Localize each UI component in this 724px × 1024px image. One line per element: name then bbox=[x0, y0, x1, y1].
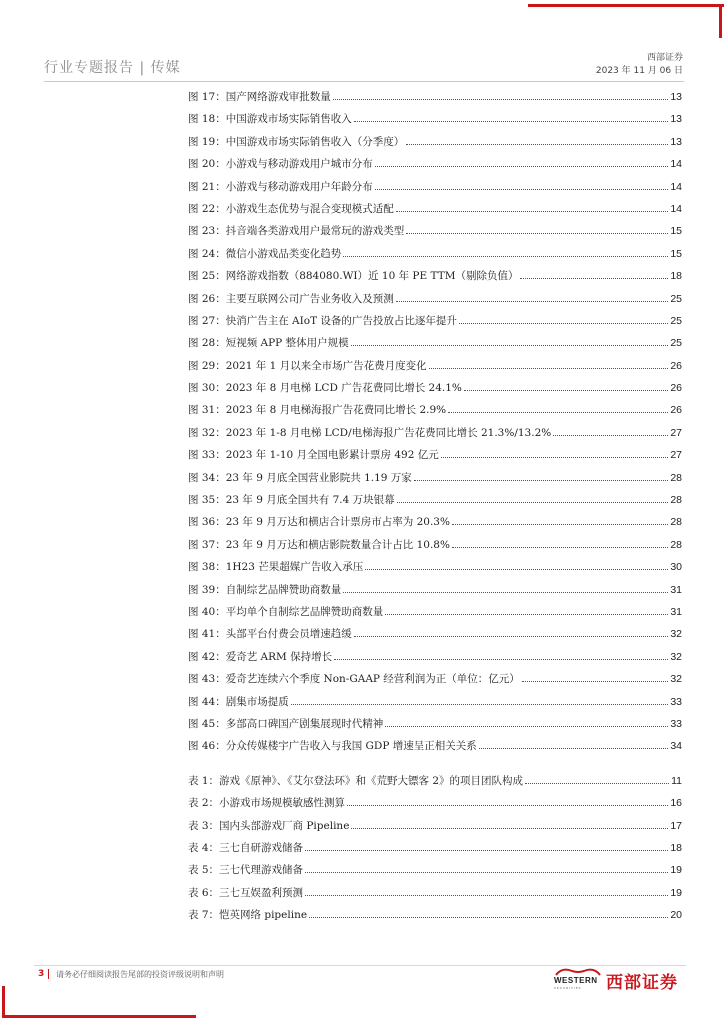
toc-entry-page: 25 bbox=[670, 292, 682, 305]
toc-entry-page: 27 bbox=[670, 449, 682, 462]
toc-entry-page: 28 bbox=[670, 538, 682, 551]
toc-entry-page: 19 bbox=[670, 864, 682, 877]
dot-leader bbox=[375, 166, 669, 167]
toc-entry[interactable] bbox=[188, 795, 682, 817]
toc-entry[interactable] bbox=[188, 156, 682, 178]
dot-leader bbox=[343, 256, 668, 257]
dot-leader bbox=[429, 368, 669, 369]
toc-entry[interactable] bbox=[188, 514, 682, 536]
toc-entry-title: 表 6：三七互娱盈利预测 bbox=[188, 886, 304, 899]
dot-leader bbox=[385, 614, 668, 615]
toc-entry-title: 图 18：中国游戏市场实际销售收入 bbox=[188, 113, 352, 126]
toc-entry[interactable] bbox=[188, 268, 682, 290]
toc-entry[interactable] bbox=[188, 885, 682, 907]
toc-entry-title: 图 44：剧集市场提质 bbox=[188, 695, 289, 708]
section-gap bbox=[188, 761, 682, 773]
dot-leader bbox=[351, 828, 668, 829]
toc-entry[interactable] bbox=[188, 773, 682, 795]
toc-entry-title: 图 39：自制综艺品牌赞助商数量 bbox=[188, 583, 342, 596]
dot-leader bbox=[305, 850, 668, 851]
toc-entry-title: 图 27：快消广告主在 AIoT 设备的广告投放占比逐年提升 bbox=[188, 314, 457, 327]
toc-entry-title: 图 19：中国游戏市场实际销售收入（分季度） bbox=[188, 135, 405, 148]
dot-leader bbox=[396, 301, 669, 302]
toc-entry-page: 28 bbox=[670, 516, 682, 529]
toc-entry[interactable] bbox=[188, 335, 682, 357]
toc-entry[interactable] bbox=[188, 604, 682, 626]
toc-entry-title: 图 42：爱奇艺 ARM 保持增长 bbox=[188, 650, 333, 663]
footer-disclaimer: 请务必仔细阅读报告尾部的投资评级说明和声明 bbox=[56, 970, 224, 979]
dot-leader bbox=[525, 783, 669, 784]
toc-entry[interactable] bbox=[188, 111, 682, 133]
toc-entry-page: 32 bbox=[670, 673, 682, 686]
toc-entry-title: 图 38：1H23 芒果超媒广告收入承压 bbox=[188, 561, 364, 574]
dot-leader bbox=[375, 189, 669, 190]
dot-leader bbox=[291, 704, 669, 705]
toc-entry-page: 28 bbox=[670, 494, 682, 507]
toc-entry-page: 34 bbox=[670, 740, 682, 753]
dot-leader bbox=[414, 480, 669, 481]
dot-leader bbox=[406, 233, 668, 234]
toc-entry[interactable] bbox=[188, 447, 682, 469]
toc-entry-page: 14 bbox=[670, 180, 682, 193]
toc-entry-page: 18 bbox=[670, 270, 682, 283]
toc-entry-title: 图 20：小游戏与移动游戏用户城市分布 bbox=[188, 158, 373, 171]
toc-entry-page: 15 bbox=[670, 225, 682, 238]
dot-leader bbox=[309, 917, 668, 918]
dot-leader bbox=[464, 390, 668, 391]
toc-entry[interactable] bbox=[188, 179, 682, 201]
toc-entry-page: 26 bbox=[670, 359, 682, 372]
toc-entry[interactable] bbox=[188, 582, 682, 604]
toc-entry-title: 图 24：微信小游戏品类变化趋势 bbox=[188, 247, 342, 260]
toc-entry-page: 13 bbox=[670, 91, 682, 103]
toc-entry-page: 31 bbox=[670, 583, 682, 596]
bottom-corner-decoration bbox=[0, 984, 196, 1024]
dot-leader bbox=[441, 457, 669, 458]
dot-leader bbox=[459, 323, 668, 324]
toc-entry[interactable] bbox=[188, 649, 682, 671]
toc-entry-title: 表 5：三七代理游戏储备 bbox=[188, 864, 304, 877]
dot-leader bbox=[343, 592, 668, 593]
top-corner-decoration bbox=[528, 0, 724, 42]
toc-entry-title: 图 41：头部平台付费会员增速趋缓 bbox=[188, 628, 352, 641]
report-category: 行业专题报告 | 传媒 bbox=[44, 60, 181, 76]
toc-entry[interactable] bbox=[188, 716, 682, 738]
logo-english: WESTERN bbox=[554, 976, 598, 985]
header-divider bbox=[44, 81, 684, 82]
toc-entry[interactable] bbox=[188, 313, 682, 335]
dot-leader bbox=[351, 345, 669, 346]
toc-entry-title: 图 21：小游戏与移动游戏用户年龄分布 bbox=[188, 180, 373, 193]
report-date: 2023 年 11 月 06 日 bbox=[595, 66, 683, 76]
dot-leader bbox=[397, 502, 669, 503]
toc-entry-title: 图 37：23 年 9 月万达和横店影院数量合计占比 10.8% bbox=[188, 538, 450, 551]
toc-entry-page: 30 bbox=[670, 561, 682, 574]
toc-entry[interactable] bbox=[188, 907, 682, 929]
toc-entry-title: 图 46：分众传媒楼宇广告收入与我国 GDP 增速呈正相关关系 bbox=[188, 740, 477, 753]
toc-entry-title: 图 34：23 年 9 月底全国营业影院共 1.19 万家 bbox=[188, 471, 412, 484]
toc-entry[interactable] bbox=[188, 134, 682, 156]
toc-entry-page: 14 bbox=[670, 158, 682, 171]
toc-entry-page: 33 bbox=[670, 717, 682, 730]
footer-separator bbox=[48, 969, 49, 979]
dot-leader bbox=[365, 569, 668, 570]
toc-entry[interactable] bbox=[188, 559, 682, 581]
toc-entry-page: 19 bbox=[670, 886, 682, 899]
toc-entry-title: 图 31：2023 年 8 月电梯海报广告花费同比增长 2.9% bbox=[188, 404, 447, 417]
toc-entry[interactable] bbox=[188, 671, 682, 693]
toc-entry[interactable] bbox=[188, 470, 682, 492]
toc-entry-title: 图 29：2021 年 1 月以来全市场广告花费月度变化 bbox=[188, 359, 427, 372]
toc-entry-title: 图 36：23 年 9 月万达和横店合计票房市占率为 20.3% bbox=[188, 516, 450, 529]
dot-leader bbox=[347, 805, 668, 806]
toc-entry[interactable] bbox=[188, 246, 682, 268]
toc-entry-page: 18 bbox=[670, 841, 682, 854]
dot-leader bbox=[479, 748, 669, 749]
dot-leader bbox=[452, 524, 668, 525]
toc-entry-title: 图 17：国产网络游戏审批数量 bbox=[188, 91, 331, 103]
toc-entry-page: 26 bbox=[670, 404, 682, 417]
toc-entry-title: 图 32：2023 年 1-8 月电梯 LCD/电梯海报广告花费同比增长 21.3%/13.2% bbox=[188, 426, 552, 439]
toc-entry[interactable] bbox=[188, 840, 682, 862]
western-securities-logo bbox=[552, 966, 692, 994]
toc-entry[interactable] bbox=[188, 862, 682, 884]
toc-entry[interactable] bbox=[188, 818, 682, 840]
toc-entry-page: 26 bbox=[670, 382, 682, 395]
toc-entry-title: 图 35：23 年 9 月底全国共有 7.4 万块银幕 bbox=[188, 494, 395, 507]
toc-entry[interactable] bbox=[188, 380, 682, 402]
toc-entry-title: 图 26：主要互联网公司广告业务收入及预测 bbox=[188, 292, 394, 305]
toc-entry-page: 31 bbox=[670, 605, 682, 618]
page-number: 3 bbox=[38, 969, 45, 979]
toc-entry[interactable] bbox=[188, 537, 682, 559]
toc-entry-page: 14 bbox=[670, 202, 682, 215]
logo-chinese: 西部证券 bbox=[606, 973, 678, 993]
toc-entry-page: 11 bbox=[671, 774, 682, 787]
toc-entry-page: 15 bbox=[670, 247, 682, 260]
dot-leader bbox=[305, 872, 668, 873]
toc-entry-page: 28 bbox=[670, 471, 682, 484]
dot-leader bbox=[354, 121, 669, 122]
dot-leader bbox=[522, 681, 669, 682]
toc-entry[interactable] bbox=[188, 291, 682, 313]
toc-entry-title: 表 3：国内头部游戏厂商 Pipeline bbox=[188, 819, 350, 832]
dot-leader bbox=[354, 636, 669, 637]
toc-entry[interactable] bbox=[188, 223, 682, 245]
toc-entry-page: 17 bbox=[670, 819, 682, 832]
toc-entry-page: 20 bbox=[670, 909, 682, 922]
toc-entry-page: 32 bbox=[670, 628, 682, 641]
toc-entry-title: 图 43：爱奇艺连续六个季度 Non-GAAP 经营利润为正（单位：亿元） bbox=[188, 673, 520, 686]
dot-leader bbox=[452, 547, 668, 548]
toc-entry-title: 表 7：恺英网络 pipeline bbox=[188, 909, 308, 922]
toc-entry-title: 图 22：小游戏生态优势与混合变现模式适配 bbox=[188, 202, 394, 215]
toc-entry[interactable] bbox=[188, 738, 682, 760]
toc-entry-page: 25 bbox=[670, 337, 682, 350]
toc-entry-title: 表 4：三七自研游戏储备 bbox=[188, 841, 304, 854]
toc-entry-page: 13 bbox=[670, 135, 682, 148]
toc-entry-title: 表 2：小游戏市场规模敏感性测算 bbox=[188, 797, 346, 810]
toc-entry-title: 图 40：平均单个自制综艺品牌赞助商数量 bbox=[188, 605, 384, 618]
dot-leader bbox=[406, 144, 668, 145]
toc-entry-title: 图 30：2023 年 8 月电梯 LCD 广告花费同比增长 24.1% bbox=[188, 382, 462, 395]
toc-entry-page: 32 bbox=[670, 650, 682, 663]
dot-leader bbox=[448, 412, 668, 413]
dot-leader bbox=[305, 895, 668, 896]
toc-entry-title: 表 1：游戏《原神》、《艾尔登法环》和《荒野大镖客 2》的项目团队构成 bbox=[188, 774, 524, 787]
logo-securities: SECURITIES bbox=[554, 986, 582, 990]
table-of-contents bbox=[188, 89, 682, 929]
toc-entry-page: 16 bbox=[670, 797, 682, 810]
dot-leader bbox=[334, 659, 668, 660]
horns-icon bbox=[552, 966, 604, 976]
toc-entry-page: 25 bbox=[670, 314, 682, 327]
toc-entry[interactable] bbox=[188, 201, 682, 223]
toc-entry[interactable] bbox=[188, 425, 682, 447]
toc-entry-title: 图 45：多部高口碑国产剧集展现时代精神 bbox=[188, 717, 384, 730]
toc-entry-page: 33 bbox=[670, 695, 682, 708]
toc-entry-title: 图 25：网络游戏指数（884080.WI）近 10 年 PE TTM（剔除负值） bbox=[188, 270, 519, 283]
header-brand: 西部证券 bbox=[646, 53, 683, 63]
toc-entry-title: 图 28：短视频 APP 整体用户规模 bbox=[188, 337, 349, 350]
toc-entry[interactable] bbox=[188, 402, 682, 424]
toc-entry[interactable] bbox=[188, 492, 682, 514]
toc-entry-page: 13 bbox=[670, 113, 682, 126]
toc-entry-title: 图 33：2023 年 1-10 月全国电影累计票房 492 亿元 bbox=[188, 449, 439, 462]
toc-entry[interactable] bbox=[188, 89, 682, 111]
toc-entry-page: 27 bbox=[670, 426, 682, 439]
dot-leader bbox=[385, 726, 668, 727]
dot-leader bbox=[520, 278, 668, 279]
toc-entry[interactable] bbox=[188, 626, 682, 648]
toc-entry-title: 图 23：抖音端各类游戏用户最常玩的游戏类型 bbox=[188, 225, 405, 238]
toc-entry[interactable] bbox=[188, 694, 682, 716]
dot-leader bbox=[333, 99, 669, 100]
toc-entry[interactable] bbox=[188, 358, 682, 380]
dot-leader bbox=[396, 211, 669, 212]
dot-leader bbox=[553, 435, 668, 436]
